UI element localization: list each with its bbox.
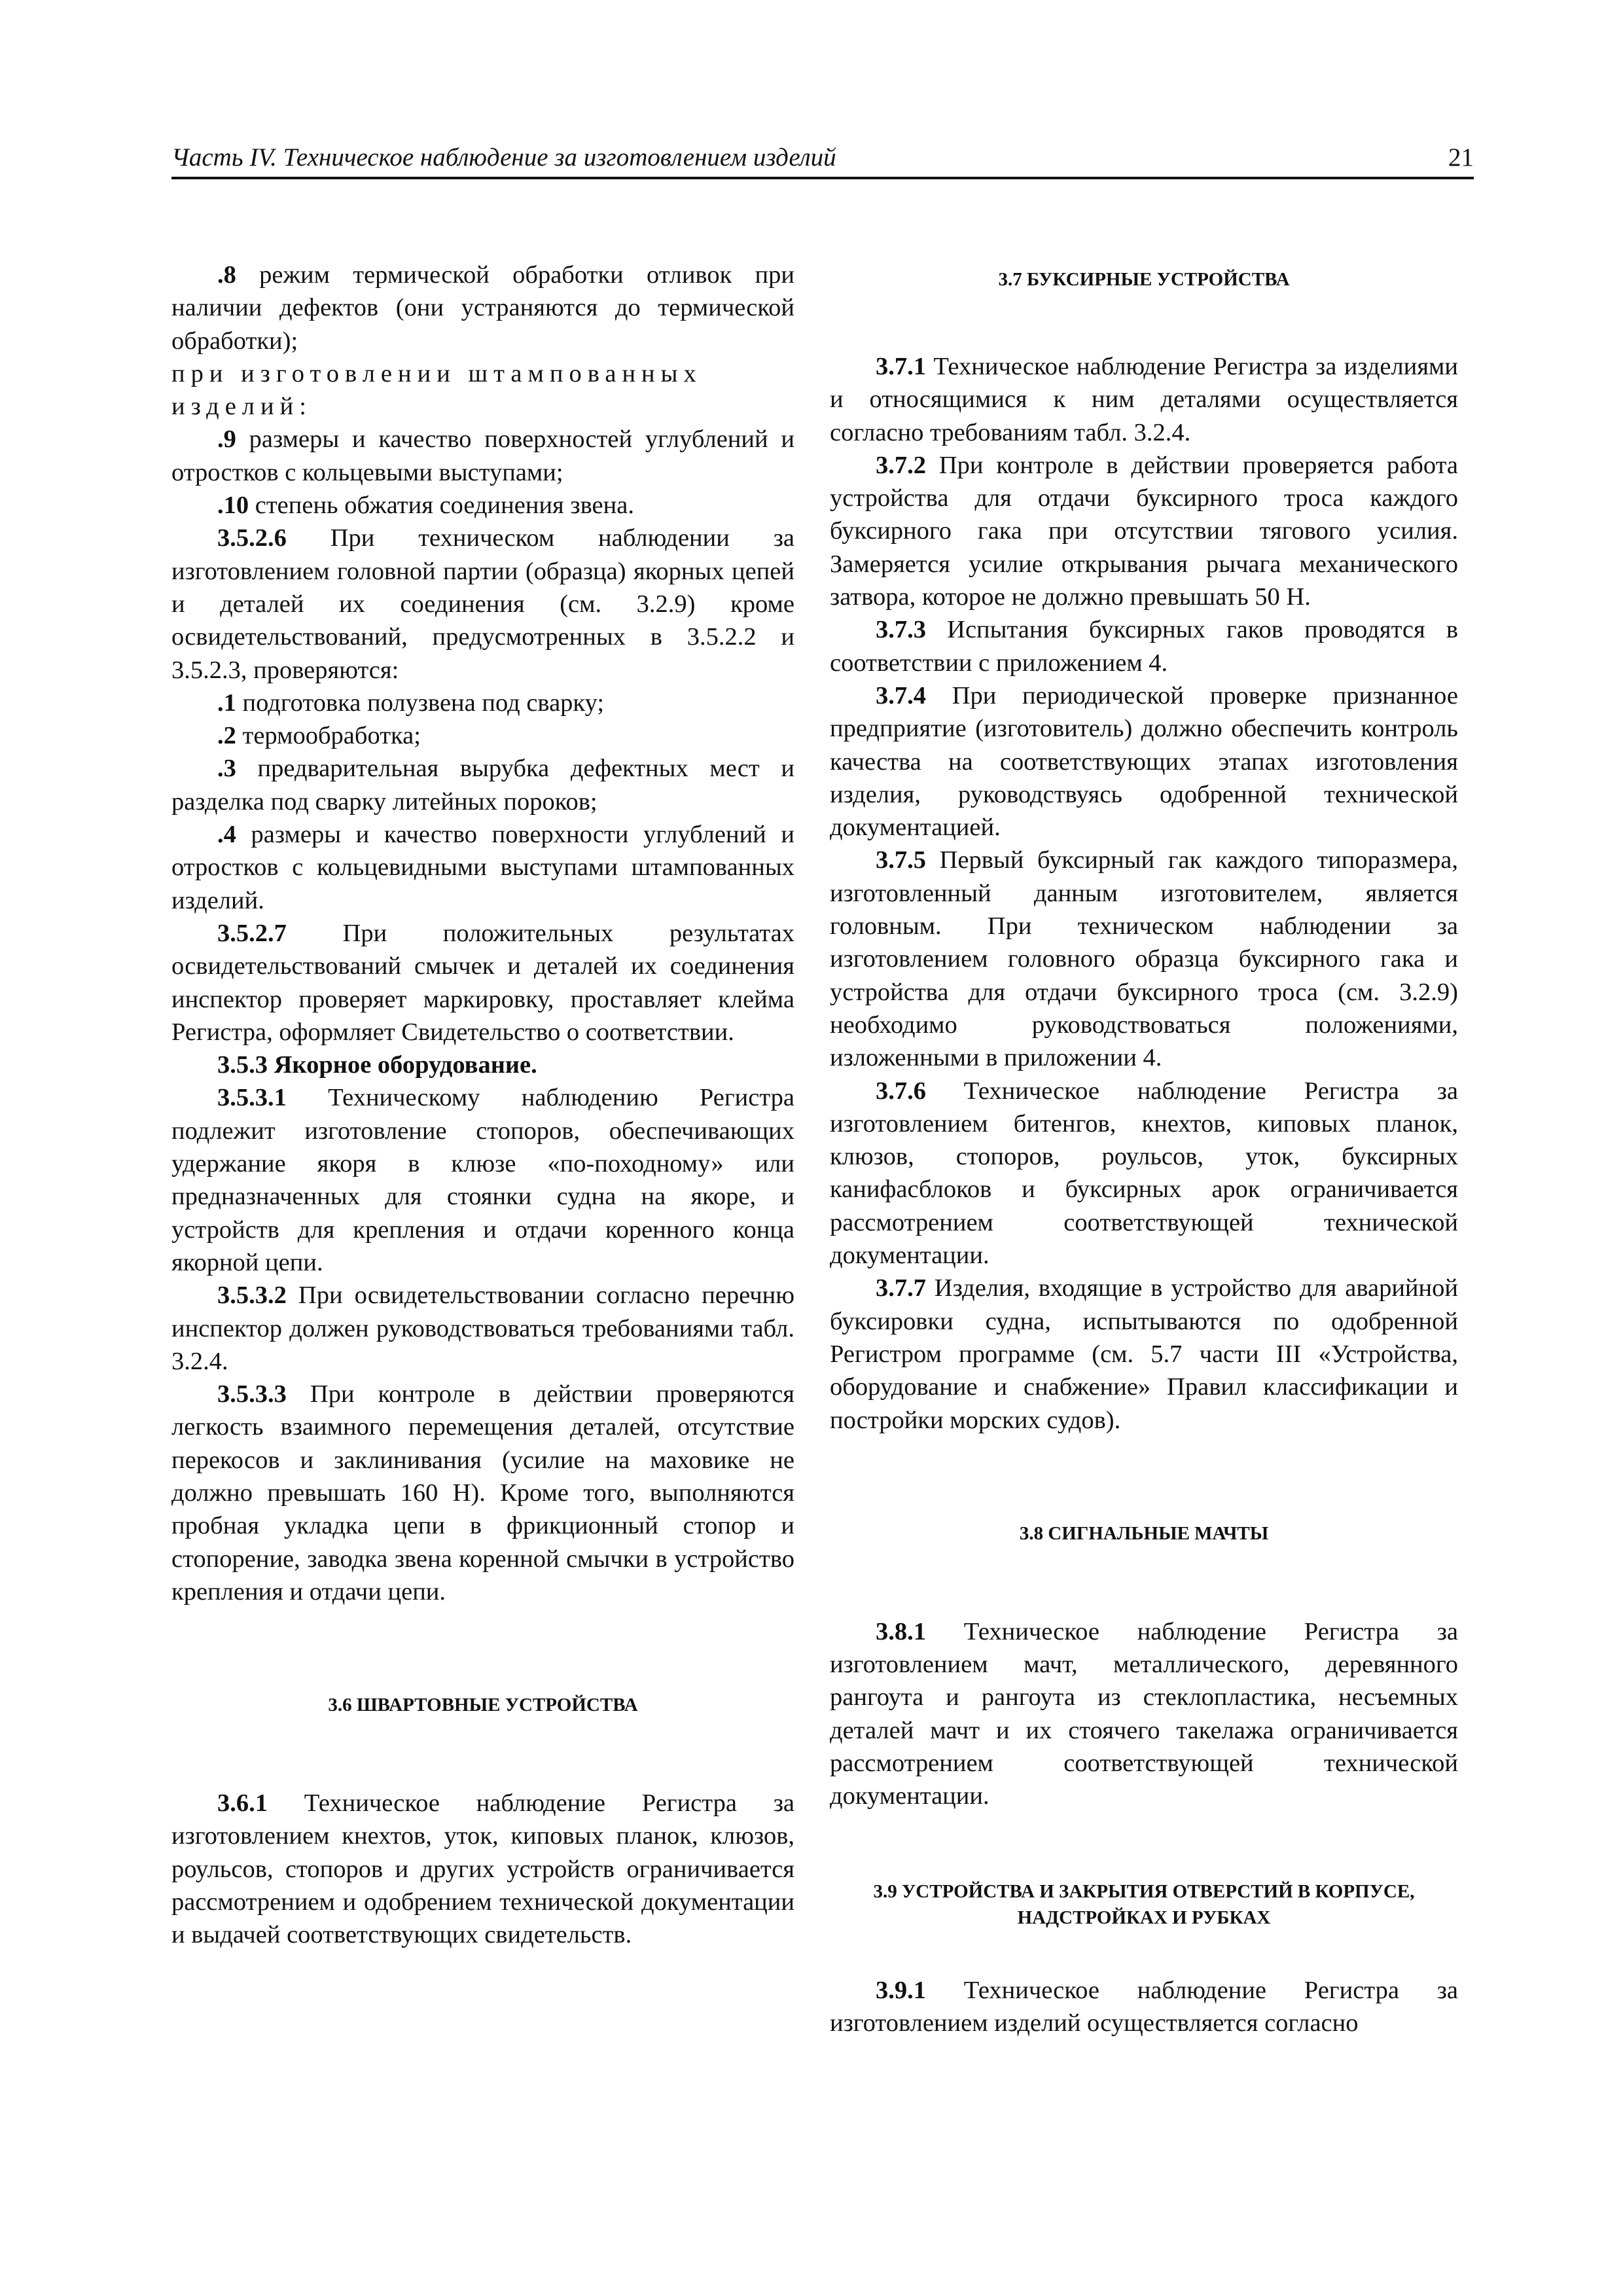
item-number: 3.5.2.7 <box>217 919 287 947</box>
heading-line: 3.9 УСТРОЙСТВА И ЗАКРЫТИЯ ОТВЕРСТИЙ В КОРПУСЕ, <box>873 1880 1415 1902</box>
paragraph-text: термообработка; <box>236 722 421 750</box>
paragraph <box>171 687 794 719</box>
item-number: 3.7.7 <box>876 1274 926 1302</box>
paragraph-text: При контроле в действии проверяются легкость взаимного перемещения деталей, отсутствие перекосов и заклинивания (усилие на маховике не должно превышать 160 Н). Кроме того, выполняются пробная укладка цепи в фрикционный стопор и стопорение, заводка звена коренной смычки в устройство крепления и отдачи цепи. <box>171 1380 794 1605</box>
paragraph <box>830 1615 1458 1813</box>
subsection-title <box>171 1049 794 1081</box>
item-number: 3.7.1 <box>876 353 926 380</box>
item-number: .1 <box>217 689 236 717</box>
item-number: 3.8.1 <box>876 1617 926 1645</box>
paragraph-spaced <box>171 357 794 423</box>
item-number: 3.9.1 <box>876 1976 926 2004</box>
item-number: 3.6.1 <box>217 1789 268 1818</box>
paragraph <box>171 259 794 357</box>
paragraph <box>171 818 794 917</box>
paragraph-text: При положительных результатах освидетельствований смычек и деталей их соединения инспектор проверяет маркировку, проставляет клейма Регистра, оформляет Свидетельство о соответствии. <box>171 919 794 1046</box>
paragraph-text: режим термической обработки отливок при наличии дефектов (они устраняются до термической обработки); <box>171 261 794 355</box>
paragraph <box>830 1272 1458 1436</box>
item-number: 3.5.3.3 <box>217 1380 287 1408</box>
paragraph <box>171 719 794 752</box>
paragraph-text: При техническом наблюдении за изготовлением головной партии (образца) якорных цепей и деталей их соединения (см. 3.2.9) кроме освидетельствований, предусмотренных в 3.5.2.2 и 3.5.2.3, проверяются: <box>171 524 794 684</box>
left-column <box>171 259 794 1952</box>
item-number: 3.5.2.6 <box>217 524 287 552</box>
paragraph-text: Техническому наблюдению Регистра подлежит изготовление стопоров, обеспечивающих удержание якоря в клюзе «по-походному» или предназначенных для стоянки судна на якоре, и устройств для крепления и отдачи коренного конца якорной цепи. <box>171 1084 794 1276</box>
paragraph <box>830 1974 1458 2040</box>
paragraph-text: Первый буксирный гак каждого типоразмера, изготовленный данным изготовителем, является головным. При техническом наблюдении за изготовлением головного образца буксирного гака и устройства для отдачи буксирного троса (см. 3.2.9) необходимо руководствоваться положениями, изложенными в приложении 4. <box>830 846 1458 1072</box>
paragraph-text: При периодической проверке признанное предприятие (изготовитель) должно обеспечить контроль качества на соответствующих этапах изготовления изделия, руководствуясь одобренной технической документацией. <box>830 681 1458 842</box>
paragraph-text: предварительная вырубка дефектных мест и разделка под сварку литейных пороков; <box>171 755 794 816</box>
section-heading: 3.6 ШВАРТОВНЫЕ УСТРОЙСТВА <box>328 1695 638 1716</box>
right-column <box>830 259 1458 2039</box>
item-number: .4 <box>217 821 236 849</box>
item-number: 3.7.4 <box>876 681 926 709</box>
paragraph <box>171 423 794 489</box>
item-number: 3.5.3.2 <box>217 1282 287 1310</box>
paragraph-text: подготовка полузвена под сварку; <box>236 689 605 717</box>
page-number: 21 <box>1448 143 1474 171</box>
paragraph-text: Техническое наблюдение Регистра за изделиями и относящимися к ним деталями осуществляется согласно требованиям табл. 3.2.4. <box>830 353 1458 446</box>
header-title: Часть IV. Техническое наблюдение за изготовлением изделий <box>171 143 836 171</box>
paragraph <box>830 679 1458 844</box>
item-number: 3.7.6 <box>876 1077 926 1105</box>
item-number: .2 <box>217 722 236 750</box>
item-number: .3 <box>217 755 236 783</box>
paragraph <box>830 613 1458 679</box>
paragraph-text: размеры и качество поверхности углублений и отростков с кольцевидными выступами штампованных изделий. <box>171 821 794 914</box>
paragraph <box>171 752 794 818</box>
item-number: 3.7.5 <box>876 846 926 874</box>
item-number: .8 <box>217 261 236 289</box>
item-number: .9 <box>217 425 236 454</box>
paragraph-text: Техническое наблюдение Регистра за изготовлением мачт, металлического, деревянного рангоута и рангоута из стеклопластика, несъемных деталей мачт и их стоячего такелажа ограничивается рассмотрением соответствующей технической документации. <box>830 1617 1458 1810</box>
item-number: 3.5.3.1 <box>217 1084 287 1112</box>
paragraph <box>830 844 1458 1074</box>
section-heading: 3.8 СИГНАЛЬНЫЕ МАЧТЫ <box>1019 1522 1269 1544</box>
header-rule <box>171 177 1474 179</box>
item-number: 3.7.2 <box>876 451 926 479</box>
paragraph-text: Техническое наблюдение Регистра за изготовлением кнехтов, уток, киповых планок, клюзов, роульсов, стопоров и других устройств ограничивается рассмотрением и одобрением технической документации и выдачей соответствующих свидетельств. <box>171 1789 794 1949</box>
paragraph <box>830 1075 1458 1272</box>
paragraph-text: размеры и качество поверхностей углублений и отростков с кольцевыми выступами; <box>171 425 794 486</box>
item-number: .10 <box>217 492 249 520</box>
item-number: 3.7.3 <box>876 616 926 644</box>
paragraph-text: При освидетельствовании согласно перечню инспектор должен руководствоваться требованиями табл. 3.2.4. <box>171 1282 794 1375</box>
running-header <box>171 143 1474 173</box>
paragraph <box>171 489 794 522</box>
section-heading <box>830 1878 1458 1931</box>
paragraph-text: степень обжатия соединения звена. <box>249 492 634 520</box>
paragraph <box>171 1279 794 1378</box>
item-number: 3.5.3 Якорное оборудование. <box>217 1051 537 1079</box>
paragraph <box>171 1378 794 1608</box>
paragraph <box>171 522 794 686</box>
paragraph-text: Техническое наблюдение Регистра за изготовлением битенгов, кнехтов, киповых планок, клюзов, стопоров, роульсов, уток, буксирных канифасблоков и буксирных арок ограничивается рассмотрением соответствующей технической документации. <box>830 1077 1458 1270</box>
section-heading: 3.7 БУКСИРНЫЕ УСТРОЙСТВА <box>998 269 1290 290</box>
paragraph <box>171 917 794 1049</box>
paragraph <box>830 449 1458 613</box>
paragraph-text: Изделия, входящие в устройство для аварийной буксировки судна, испытываются по одобренной Регистром программе (см. 5.7 части III «Устройства, оборудование и снабжение» Правил классификации и постройки морских судов). <box>830 1274 1458 1434</box>
paragraph <box>830 350 1458 449</box>
paragraph-text: при изготовлении штампованных изделий: <box>171 359 702 421</box>
paragraph <box>171 1787 794 1951</box>
paragraph-text: Испытания буксирных гаков проводятся в соответствии с приложением 4. <box>830 616 1458 677</box>
paragraph <box>171 1081 794 1279</box>
paragraph-text: Техническое наблюдение Регистра за изготовлением изделий осуществляется согласно <box>830 1976 1458 2037</box>
heading-line: НАДСТРОЙКАХ И РУБКАХ <box>1017 1907 1271 1928</box>
paragraph-text: При контроле в действии проверяется работа устройства для отдачи буксирного троса каждого буксирного гака при отсутствии тягового усилия. Замеряется усилие открывания рычага механического затвора, которое не должно превышать 50 Н. <box>830 451 1458 611</box>
